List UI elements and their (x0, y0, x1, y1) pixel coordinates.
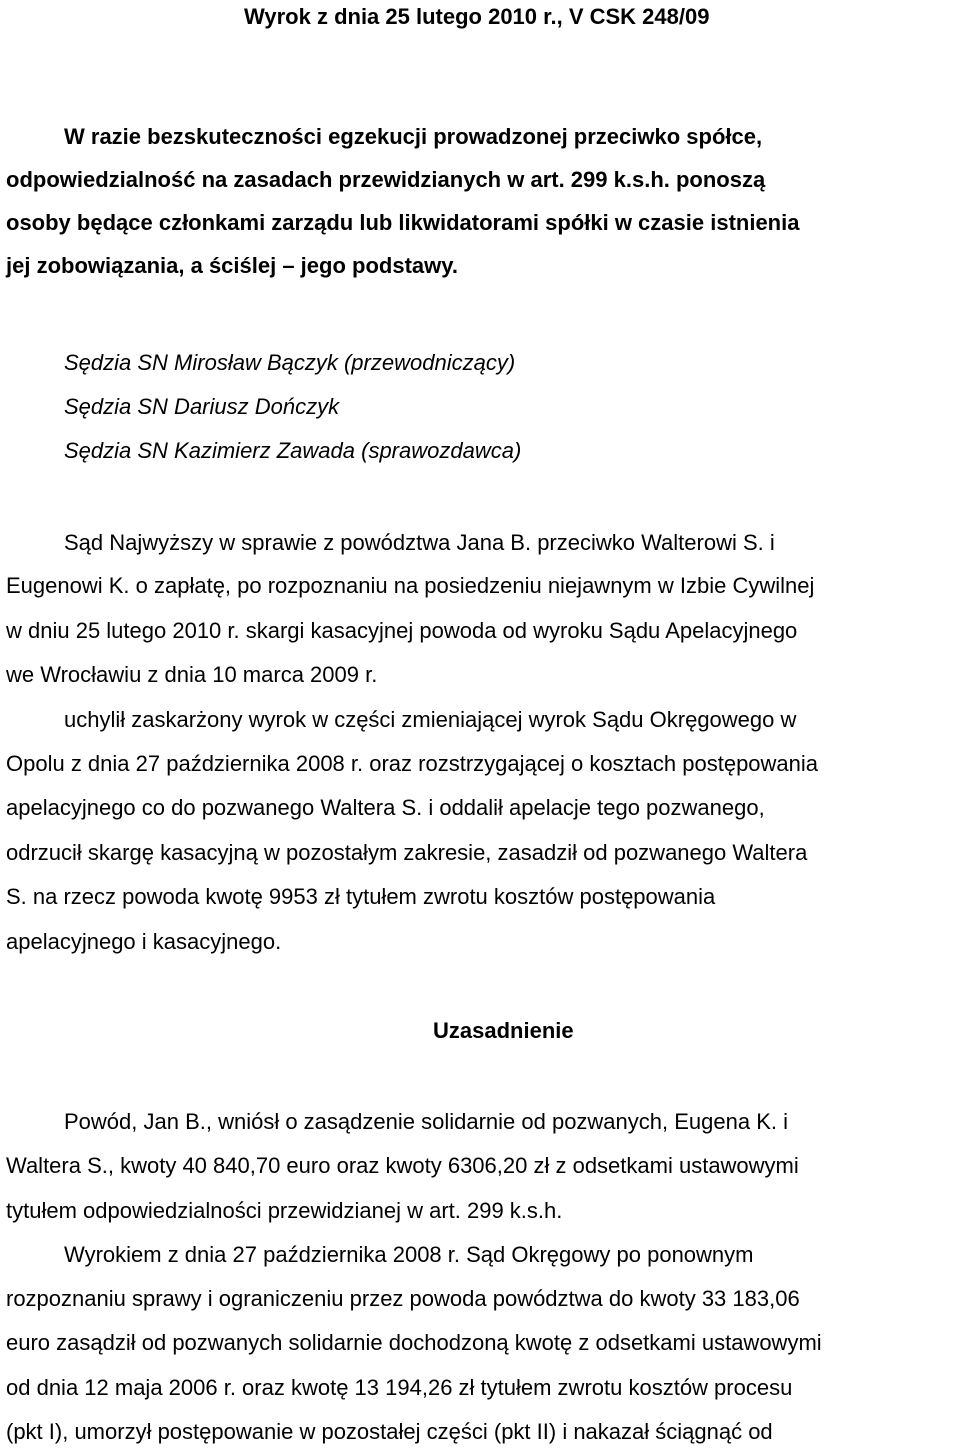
thesis-line: osoby będące członkami zarządu lub likwidatorami spółki w czasie istnienia (6, 210, 800, 235)
justification-line: tytułem odpowiedzialności przewidzianej w art. 299 k.s.h. (6, 1198, 563, 1223)
thesis-line: jej zobowiązania, a ściślej – jego podstawy. (6, 253, 458, 278)
section-heading: Uzasadnienie (433, 1018, 574, 1043)
ruling-line: S. na rzecz powoda kwotę 9953 zł tytułem zwrotu kosztów postępowania (6, 884, 716, 909)
thesis-line: odpowiedzialność na zasadach przewidzianych w art. 299 k.s.h. ponoszą (6, 167, 766, 192)
ruling-line: Eugenowi K. o zapłatę, po rozpoznaniu na posiedzeniu niejawnym w Izbie Cywilnej (6, 573, 815, 598)
judge-line: Sędzia SN Kazimierz Zawada (sprawozdawca) (64, 438, 522, 463)
thesis-line: W razie bezskuteczności egzekucji prowadzonej przeciwko spółce, (64, 124, 763, 149)
justification-line: Wyrokiem z dnia 27 października 2008 r. Sąd Okręgowy po ponownym (64, 1242, 754, 1267)
justification-line: rozpoznaniu sprawy i ograniczeniu przez powoda powództwa do kwoty 33 183,06 (6, 1286, 800, 1311)
justification-line: euro zasądził od pozwanych solidarnie dochodzoną kwotę z odsetkami ustawowymi (6, 1330, 822, 1355)
justification-line: Powód, Jan B., wniósł o zasądzenie solidarnie od pozwanych, Eugena K. i (64, 1109, 788, 1134)
justification-line: od dnia 12 maja 2006 r. oraz kwotę 13 194,26 zł tytułem zwrotu kosztów procesu (6, 1375, 793, 1400)
justification-line: (pkt I), umorzył postępowanie w pozostałej części (pkt II) i nakazał ściągnąć od (6, 1419, 773, 1444)
judge-line: Sędzia SN Mirosław Bączyk (przewodniczący) (64, 350, 516, 375)
ruling-line: we Wrocławiu z dnia 10 marca 2009 r. (6, 662, 378, 687)
ruling-line: apelacyjnego co do pozwanego Waltera S. i oddalił apelacje tego pozwanego, (6, 795, 765, 820)
justification-line: Waltera S., kwoty 40 840,70 euro oraz kwoty 6306,20 zł z odsetkami ustawowymi (6, 1153, 799, 1178)
ruling-line: odrzucił skargę kasacyjną w pozostałym zakresie, zasadził od pozwanego Waltera (6, 840, 808, 865)
ruling-line: Opolu z dnia 27 października 2008 r. oraz rozstrzygającej o kosztach postępowania (6, 751, 819, 776)
judge-line: Sędzia SN Dariusz Dończyk (64, 394, 340, 419)
ruling-line: apelacyjnego i kasacyjnego. (6, 929, 282, 954)
ruling-line: Sąd Najwyższy w sprawie z powództwa Jana B. przeciwko Walterowi S. i (64, 530, 775, 555)
ruling-line: uchylił zaskarżony wyrok w części zmieniającej wyrok Sądu Okręgowego w (64, 707, 797, 732)
document-title: Wyrok z dnia 25 lutego 2010 r., V CSK 248/09 (244, 4, 710, 29)
ruling-line: w dniu 25 lutego 2010 r. skargi kasacyjnej powoda od wyroku Sądu Apelacyjnego (6, 618, 798, 643)
